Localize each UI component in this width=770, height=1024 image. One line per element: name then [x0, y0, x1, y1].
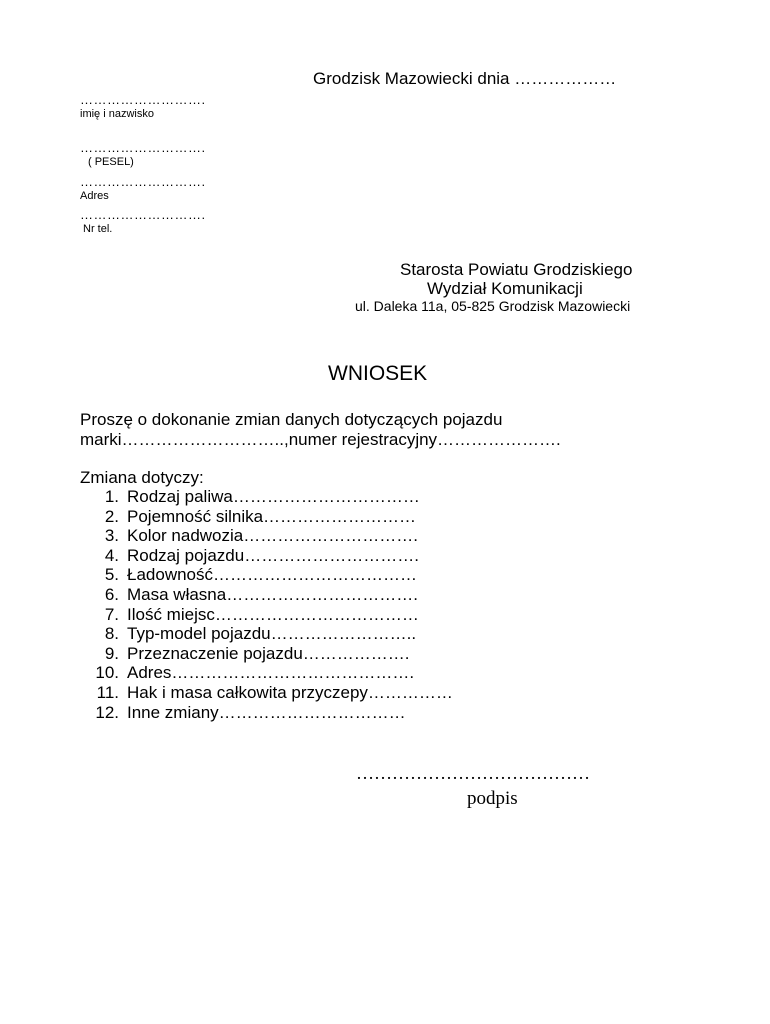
list-item: 10. Adres……………………………………. — [95, 663, 415, 683]
item-text: Masa własna……………………………. — [127, 584, 418, 604]
phone-dots: ………………………. — [80, 207, 206, 222]
pesel-label: ( PESEL) — [88, 156, 134, 168]
list-item: 3. Kolor nadwozia…………………………. — [104, 526, 418, 546]
signature-dots: ………………………………… — [356, 763, 590, 783]
list-item: 12. Inne zmiany…………………………… — [95, 702, 406, 722]
recipient-line2: Wydział Komunikacji — [427, 279, 583, 298]
request-line2: marki………………………..,numer rejestracyjny…………………. — [80, 430, 561, 449]
name-label: imię i nazwisko — [80, 108, 154, 120]
item-text: Pojemność silnika……………………… — [127, 506, 417, 526]
item-text: Ilość miejsc……………………………… — [127, 604, 419, 624]
recipient-line1: Starosta Powiatu Grodziskiego — [400, 260, 633, 279]
item-text: Ładowność……………………………… — [127, 565, 418, 585]
recipient-line3: ul. Daleka 11a, 05-825 Grodzisk Mazowiecki — [355, 298, 631, 314]
signature-label: podpis — [467, 788, 518, 809]
list-item: 5. Ładowność……………………………… — [104, 565, 418, 585]
item-text: Typ-model pojazdu…………………….. — [127, 624, 417, 644]
list-item: 11. Hak i masa całkowita przyczepy…………… — [96, 682, 453, 702]
item-text: Inne zmiany…………………………… — [127, 702, 406, 722]
item-text: Rodzaj pojazdu…………………………. — [127, 545, 419, 565]
pesel-dots: ………………………. — [80, 140, 206, 155]
name-dots: ………………………. — [80, 92, 206, 107]
item-text: Adres……………………………………. — [127, 663, 415, 683]
address-label: Adres — [80, 190, 109, 202]
changes-heading: Zmiana dotyczy: — [80, 468, 204, 487]
item-text: Hak i masa całkowita przyczepy…………… — [127, 682, 453, 702]
place-date: Grodzisk Mazowiecki dnia ……………… — [313, 69, 617, 88]
list-item: 9. Przeznaczenie pojazdu………………. — [104, 643, 410, 663]
list-item: 6. Masa własna……………………………. — [104, 584, 418, 604]
list-item: 7. Ilość miejsc……………………………… — [104, 604, 419, 624]
page-title: WNIOSEK — [328, 362, 428, 385]
request-line1: Proszę o dokonanie zmian danych dotyczących pojazdu — [80, 410, 503, 429]
address-dots: ………………………. — [80, 174, 206, 189]
list-item: 2. Pojemność silnika……………………… — [104, 506, 417, 526]
list-item: 4. Rodzaj pojazdu…………………………. — [104, 545, 419, 565]
item-text: Rodzaj paliwa…………………………… — [127, 487, 420, 506]
phone-label: Nr tel. — [83, 223, 113, 235]
item-text: Przeznaczenie pojazdu………………. — [127, 643, 410, 663]
changes-list — [80, 487, 453, 722]
item-text: Kolor nadwozia…………………………. — [127, 526, 418, 546]
list-item: 1. Rodzaj paliwa…………………………… — [104, 487, 420, 506]
list-item: 8. Typ-model pojazdu…………………….. — [104, 624, 417, 644]
